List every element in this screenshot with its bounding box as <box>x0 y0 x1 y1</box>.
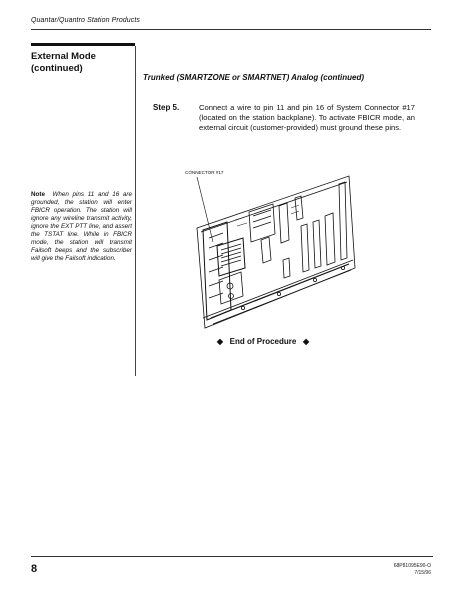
page-number: 8 <box>31 563 38 575</box>
footer-rule <box>31 556 433 557</box>
doc-date: 7/15/96 <box>414 570 431 576</box>
step-text: Connect a wire to pin 11 and pin 16 of System Connector #17 (located on the station backplane). To activate FBICR mode, an external circuit (customer-provided) must ground these pins. <box>199 103 415 132</box>
step-label: Step 5. <box>153 103 180 112</box>
running-header: Quantar/Quantro Station Products <box>31 17 141 24</box>
note <box>31 191 132 263</box>
header-rule <box>31 29 431 30</box>
document-id <box>360 563 431 577</box>
note-text: When pins 11 and 16 are grounded, the station will enter FBICR operation. The station will ignore any wireline transmit activity, ignore the EXT PTT line, and assert the TSTAT line. While in FBICR mode, the station will transmit Failsoft beeps and the subscriber will give the Failsoft indication. <box>31 191 132 262</box>
connector-callout: CONNECTOR #17 <box>185 170 224 175</box>
diamond-icon: ◆ <box>216 337 223 346</box>
section-title: External Mode (continued) <box>31 51 96 74</box>
diamond-icon: ◆ <box>303 337 310 346</box>
doc-number: 68P81095E90-O <box>393 563 431 569</box>
column-divider <box>135 46 136 376</box>
section-rule <box>31 43 135 46</box>
end-of-procedure <box>143 337 383 346</box>
end-of-procedure-text: End of Procedure <box>229 337 297 346</box>
backplane-diagram <box>183 168 358 336</box>
note-label: Note <box>31 191 45 198</box>
subsection-title: Trunked (SMARTZONE or SMARTNET) Analog (continued) <box>143 73 365 82</box>
